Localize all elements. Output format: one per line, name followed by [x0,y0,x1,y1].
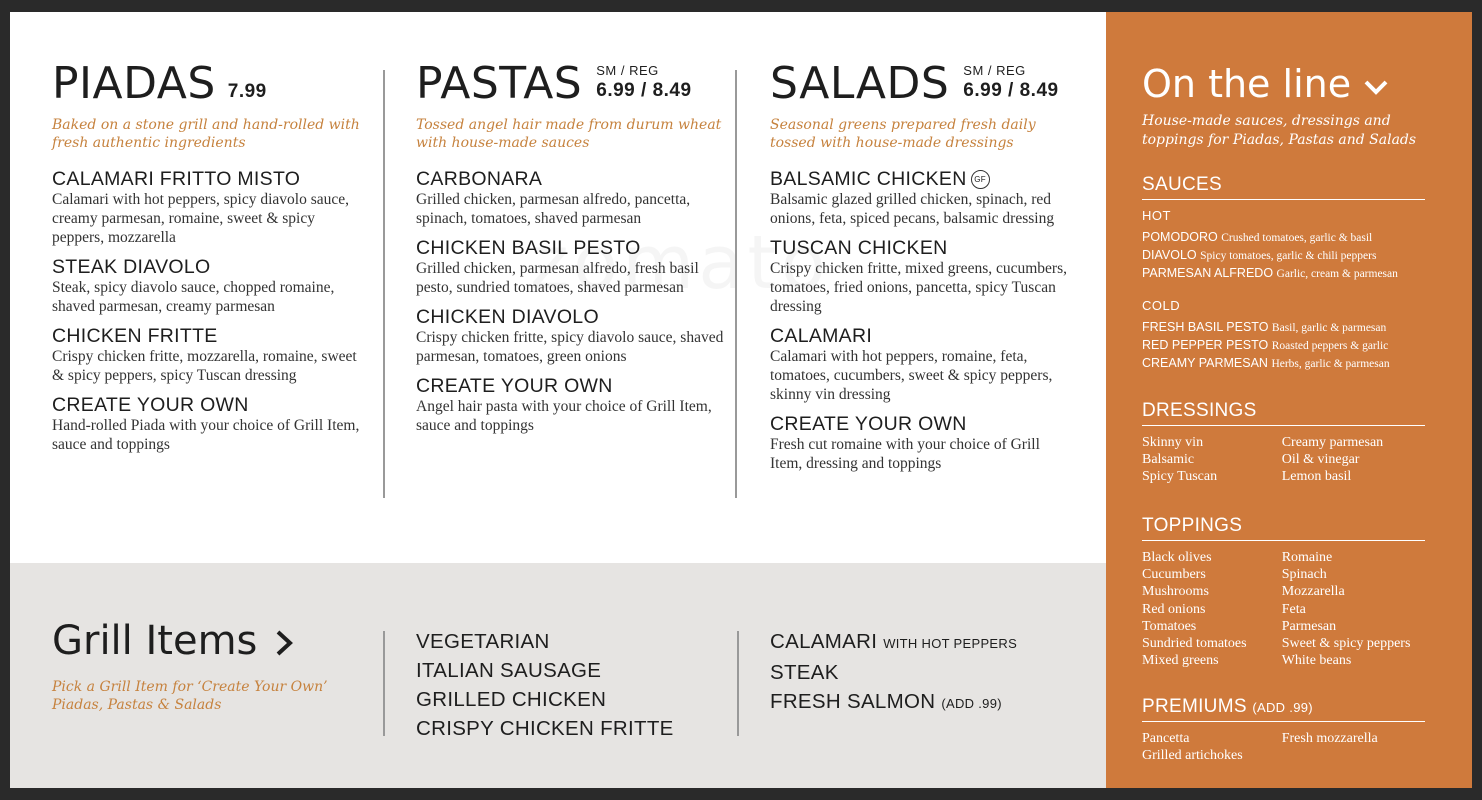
piadas-tagline: Baked on a stone grill and hand-rolled with fresh authentic ingredients [52,117,360,151]
pastas-price: 6.99 / 8.49 [596,80,692,101]
menu-item[interactable] [770,168,1070,228]
sauce-name: PARMESAN ALFREDO [1142,266,1274,280]
salads-section [770,60,1070,482]
column-divider [735,70,737,498]
item-desc: Grilled chicken, parmesan alfredo, fresh basil pesto, sundried tomatoes, shaved parmesan [416,260,699,296]
sauce-item [1142,319,1425,337]
premiums-note: (ADD .99) [1252,700,1313,715]
sauce-desc: Basil, garlic & parmesan [1271,322,1387,334]
dressing-item: Oil & vinegar [1281,452,1360,468]
toppings-list [1142,549,1425,669]
dressing-item: Skinny vin [1142,435,1204,450]
topping-item: Mozzarella [1281,584,1345,600]
premium-item: Pancetta [1142,731,1190,746]
item-name: TUSCAN CHICKEN [770,237,948,259]
dressing-item: Spicy Tuscan [1142,469,1218,485]
pastas-title: PASTAS [416,58,583,109]
sauce-item [1142,247,1425,265]
dressings-col-1 [1142,434,1282,486]
grill-item[interactable] [770,687,1017,718]
grill-title-row [52,618,296,664]
sauce-name: RED PEPPER PESTO [1142,338,1269,352]
premiums-col-2 [1282,730,1425,764]
pastas-section [416,60,726,444]
salads-title: SALADS [770,58,950,109]
item-name: BALSAMIC CHICKEN [770,168,967,190]
grill-tagline: Pick a Grill Item for ‘Create Your Own’ Piadas, Pastas & Salads [52,679,328,713]
salads-size-label: SM / REG [963,63,1026,78]
dressings-section [1142,400,1425,486]
topping-item: White beans [1281,653,1352,669]
menu-item[interactable] [52,394,362,454]
topping-item: Red onions [1142,601,1206,617]
item-desc: Grilled chicken, parmesan alfredo, pancetta, spinach, tomatoes, shaved parmesan [416,191,691,227]
item-desc: Crispy chicken fritte, spicy diavolo sauce, shaved parmesan, tomatoes, green onions [416,329,724,365]
menu-item[interactable] [416,237,726,297]
sauce-desc: Herbs, garlic & parmesan [1271,358,1390,370]
grill-item[interactable]: GRILLED CHICKEN [416,688,607,711]
sauces-title: SAUCES [1142,174,1425,200]
piadas-price: 7.99 [227,81,267,102]
pastas-size-label: SM / REG [596,63,659,78]
topping-item: Romaine [1281,550,1333,565]
pastas-price-box [596,63,691,102]
toppings-title: TOPPINGS [1142,515,1425,541]
menu-item[interactable] [52,325,362,385]
grill-title: Grill Items [52,618,258,664]
item-name: CHICKEN DIAVOLO [416,306,599,328]
item-desc: Hand-rolled Piada with your choice of Grill Item, sauce and toppings [52,417,360,453]
item-name: CARBONARA [416,168,543,190]
sauce-item [1142,355,1425,373]
item-desc: Fresh cut romaine with your choice of Grill Item, dressing and toppings [770,436,1040,472]
premiums-col-1 [1142,730,1282,764]
grill-list-2 [770,627,1017,718]
menu-item[interactable] [770,237,1070,316]
on-the-line-tagline: House-made sauces, dressings and toppings for Piadas, Pastas and Salads [1142,113,1417,148]
menu-item[interactable] [416,168,726,228]
menu-item[interactable] [416,306,726,366]
pastas-tagline: Tossed angel hair made from durum wheat with house-made sauces [416,117,722,151]
item-desc: Crispy chicken fritte, mixed greens, cucumbers, tomatoes, fried onions, pancetta, spicy Tuscan dressing [770,260,1067,315]
grill-list-1 [416,627,674,743]
topping-item: Sundried tomatoes [1142,636,1247,652]
topping-item: Parmesan [1281,618,1337,634]
grill-item-name: CALAMARI [770,630,878,653]
item-desc: Balsamic glazed grilled chicken, spinach, red onions, feta, spiced pecans, balsamic dressing [770,191,1055,227]
item-desc: Calamari with hot peppers, spicy diavolo sauce, creamy parmesan, romaine, sweet & spicy peppers, mozzarella [52,191,350,246]
menu-item[interactable] [52,256,362,316]
dressings-title: DRESSINGS [1142,400,1425,426]
sauce-desc: Spicy tomatoes, garlic & chili peppers [1200,250,1377,262]
item-name-row [770,168,1070,190]
sauce-name: CREAMY PARMESAN [1142,356,1268,370]
item-name: CHICKEN FRITTE [52,325,218,347]
topping-item: Mushrooms [1142,584,1209,600]
grill-item[interactable]: CRISPY CHICKEN FRITTE [416,717,674,740]
sauce-desc: Roasted peppers & garlic [1271,340,1389,352]
dressings-list [1142,434,1425,486]
sauce-item [1142,265,1425,283]
cold-label: COLD [1142,298,1181,313]
item-name: CALAMARI FRITTO MISTO [52,168,301,190]
on-the-line-title-row [1142,62,1389,106]
menu-main-panel [10,12,1106,563]
topping-item: Spinach [1281,567,1327,583]
menu-item[interactable] [416,375,726,435]
on-the-line-title: On the line [1142,62,1352,106]
item-desc: Calamari with hot peppers, romaine, feta, tomatoes, cucumbers, sweet & spicy peppers, skinny vin dressing [770,348,1053,403]
topping-item: Feta [1281,601,1306,617]
sauce-desc: Garlic, cream & parmesan [1276,268,1398,280]
premiums-title: PREMIUMS [1142,696,1247,717]
pastas-header [416,60,726,108]
grill-item-name: STEAK [770,661,839,684]
sauce-item [1142,229,1425,247]
dressing-item: Lemon basil [1281,469,1352,485]
sauce-name: FRESH BASIL PESTO [1142,320,1269,334]
grill-item-note: (ADD .99) [941,696,1002,711]
topping-item: Cucumbers [1142,567,1206,583]
item-desc: Steak, spicy diavolo sauce, chopped romaine, shaved parmesan, creamy parmesan [52,279,335,315]
premiums-section [1142,696,1425,764]
toppings-col-1 [1142,549,1282,669]
item-name: CREATE YOUR OWN [770,413,967,435]
grill-item-note: WITH HOT PEPPERS [883,636,1018,651]
item-name: CALAMARI [770,325,873,347]
sauce-name: DIAVOLO [1142,248,1197,262]
piadas-title: PIADAS [52,58,216,109]
piadas-section [52,60,362,463]
grill-item[interactable] [770,627,1017,658]
dressings-col-2 [1282,434,1425,486]
item-name: STEAK DIAVOLO [52,256,211,278]
topping-item: Mixed greens [1142,653,1219,669]
chevron-down-icon [1363,76,1389,98]
premiums-title-row [1142,696,1425,722]
grill-items-panel [10,563,1106,788]
topping-item: Tomatoes [1142,618,1197,634]
column-divider [383,631,385,736]
topping-item: Black olives [1142,550,1212,565]
salads-price: 6.99 / 8.49 [963,80,1059,101]
sauce-item [1142,337,1425,355]
topping-item: Sweet & spicy peppers [1281,636,1411,652]
sauce-desc: Crushed tomatoes, garlic & basil [1221,232,1373,244]
toppings-col-2 [1282,549,1425,669]
menu-item[interactable] [770,413,1070,473]
sauce-name: POMODORO [1142,230,1218,244]
on-the-line-panel [1106,12,1472,788]
menu-item[interactable] [52,168,362,247]
item-desc: Crispy chicken fritte, mozzarella, romaine, sweet & spicy peppers, spicy Tuscan dressing [52,348,357,384]
piadas-header [52,60,362,108]
column-divider [737,631,739,736]
dressing-item: Creamy parmesan [1281,435,1384,450]
column-divider [383,70,385,498]
chevron-right-icon [274,629,296,657]
item-name: CREATE YOUR OWN [52,394,249,416]
salads-tagline: Seasonal greens prepared fresh daily tossed with house-made dressings [770,117,1036,151]
toppings-section [1142,515,1425,669]
grill-item[interactable]: ITALIAN SAUSAGE [416,659,602,682]
grill-item[interactable] [770,658,1017,687]
salads-price-box [963,63,1058,102]
premium-item: Grilled artichokes [1142,748,1243,764]
item-name: CHICKEN BASIL PESTO [416,237,641,259]
premium-item: Fresh mozzarella [1281,731,1378,746]
item-desc: Angel hair pasta with your choice of Grill Item, sauce and toppings [416,398,712,434]
grill-item[interactable]: VEGETARIAN [416,630,550,653]
dressing-item: Balsamic [1142,452,1195,468]
premiums-list [1142,730,1425,764]
gluten-free-icon: GF [971,170,990,189]
grill-item-name: FRESH SALMON [770,690,936,713]
sauces-section [1142,174,1425,373]
hot-label: HOT [1142,208,1171,223]
menu-item[interactable] [770,325,1070,404]
item-name: CREATE YOUR OWN [416,375,613,397]
salads-header [770,60,1070,108]
